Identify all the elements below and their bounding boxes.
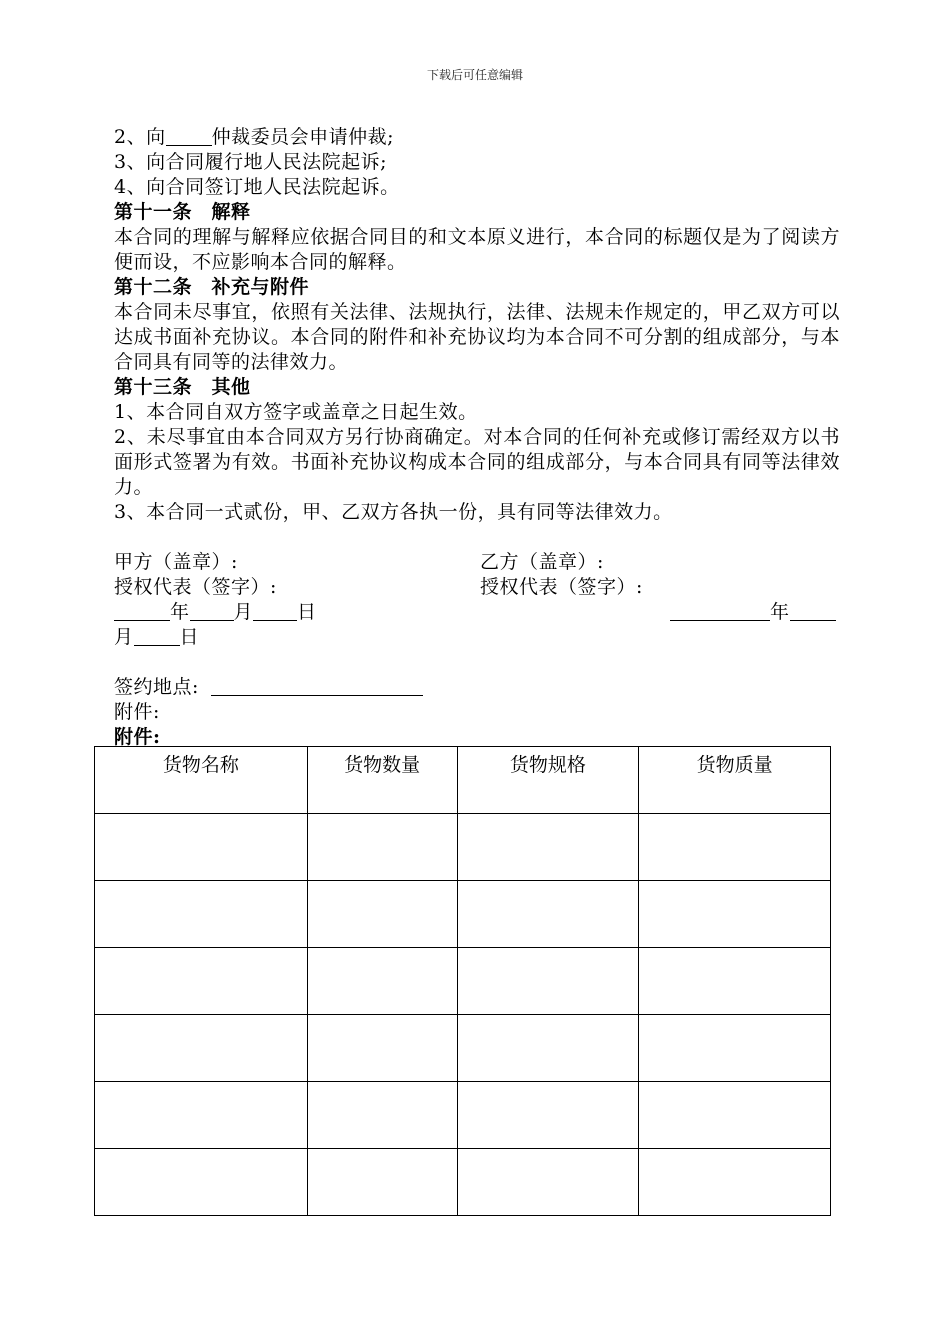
table-cell[interactable] xyxy=(457,1082,639,1149)
party-b-seal-label: 乙方（盖章）: xyxy=(480,551,604,573)
table-cell[interactable] xyxy=(639,1015,831,1082)
article-13-item-1: 1、本合同自双方签字或盖章之日起生效。 xyxy=(114,401,478,423)
arbitration-item-4: 4、向合同签订地人民法院起诉。 xyxy=(114,176,400,198)
arbitration-item-2: 2、向 仲裁委员会申请仲裁; xyxy=(114,126,394,148)
header-goods-spec: 货物规格 xyxy=(457,747,639,814)
table-cell[interactable] xyxy=(457,881,639,948)
goods-table xyxy=(94,746,831,1216)
table-cell[interactable] xyxy=(457,948,639,1015)
table-cell[interactable] xyxy=(95,814,308,881)
article-12-body: 本合同未尽事宜，依照有关法律、法规执行，法律、法规未作规定的，甲乙双方可以达成书面补充协议。本合同的附件和补充协议均为本合同不可分割的组成部分，与本合同具有同等的法律效力。 xyxy=(114,301,840,373)
table-cell[interactable] xyxy=(307,948,457,1015)
goods-table-header xyxy=(95,747,831,814)
article-12-title: 第十二条 补充与附件 xyxy=(114,276,310,298)
table-row xyxy=(95,948,831,1015)
table-cell[interactable] xyxy=(307,814,457,881)
table-cell[interactable] xyxy=(95,881,308,948)
table-row xyxy=(95,1149,831,1216)
party-a-date: 年 月 日 xyxy=(114,601,317,623)
party-seal-row xyxy=(114,550,840,575)
goods-table-body xyxy=(95,814,831,1216)
table-cell[interactable] xyxy=(639,881,831,948)
party-b-rep-label: 授权代表（签字）: xyxy=(480,576,643,598)
article-11-title: 第十一条 解释 xyxy=(114,201,251,223)
header-goods-name: 货物名称 xyxy=(95,747,308,814)
article-11-body: 本合同的理解与解释应依据合同目的和文本原义进行，本合同的标题仅是为了阅读方便而设，不应影响本合同的解释。 xyxy=(114,226,840,273)
table-cell[interactable] xyxy=(95,1149,308,1216)
signing-place-row xyxy=(114,675,840,700)
table-row xyxy=(95,1082,831,1149)
party-a-seal-label: 甲方（盖章）: xyxy=(114,551,238,573)
date-row xyxy=(114,600,840,625)
table-cell[interactable] xyxy=(639,1082,831,1149)
table-cell[interactable] xyxy=(307,1015,457,1082)
table-row xyxy=(95,814,831,881)
representative-row xyxy=(114,575,840,600)
table-row xyxy=(95,1015,831,1082)
table-cell[interactable] xyxy=(307,1082,457,1149)
table-row xyxy=(95,881,831,948)
table-cell[interactable] xyxy=(307,1149,457,1216)
table-cell[interactable] xyxy=(457,1015,639,1082)
article-13-title: 第十三条 其他 xyxy=(114,376,251,398)
party-a-rep-label: 授权代表（签字）: xyxy=(114,576,277,598)
table-cell[interactable] xyxy=(457,814,639,881)
arbitration-commission-blank xyxy=(166,126,212,146)
table-cell[interactable] xyxy=(95,1015,308,1082)
attachment-title: 附件: xyxy=(114,726,161,748)
signing-place-label: 签约地点: xyxy=(114,676,199,698)
page-header: 下载后可任意编辑 xyxy=(426,68,523,82)
signing-place-blank xyxy=(211,676,423,696)
table-cell[interactable] xyxy=(639,948,831,1015)
header-goods-quantity: 货物数量 xyxy=(307,747,457,814)
contract-body xyxy=(114,125,840,750)
table-cell[interactable] xyxy=(639,1149,831,1216)
table-cell[interactable] xyxy=(95,1082,308,1149)
party-b-date-start: 年 xyxy=(670,600,836,625)
table-cell[interactable] xyxy=(95,948,308,1015)
table-cell[interactable] xyxy=(457,1149,639,1216)
party-b-date-continued: 月 日 xyxy=(114,626,200,648)
header-goods-quality: 货物质量 xyxy=(639,747,831,814)
attachment-label: 附件: xyxy=(114,701,160,723)
table-cell[interactable] xyxy=(307,881,457,948)
table-cell[interactable] xyxy=(639,814,831,881)
article-13-item-2: 2、未尽事宜由本合同双方另行协商确定。对本合同的任何补充或修订需经双方以书面形式签署为有效。书面补充协议构成本合同的组成部分，与本合同具有同等法律效力。 xyxy=(114,426,840,498)
article-13-item-3: 3、本合同一式贰份，甲、乙双方各执一份，具有同等法律效力。 xyxy=(114,501,673,523)
arbitration-item-3: 3、向合同履行地人民法院起诉; xyxy=(114,151,387,173)
